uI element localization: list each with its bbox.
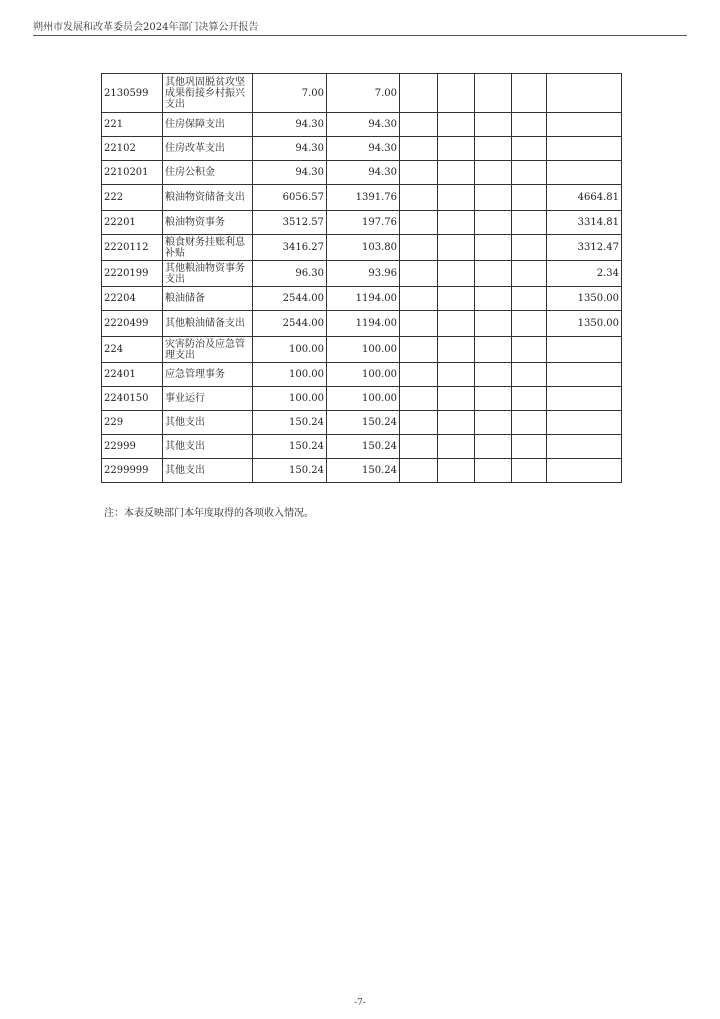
cell-col-5 bbox=[475, 113, 512, 137]
cell-total: 2544.00 bbox=[253, 311, 327, 337]
cell-total: 150.24 bbox=[253, 411, 327, 435]
cell-other: 1350.00 bbox=[547, 311, 622, 337]
cell-col-4 bbox=[438, 235, 475, 261]
cell-basic-expenditure: 100.00 bbox=[327, 387, 400, 411]
table-row bbox=[102, 161, 622, 185]
cell-col-6 bbox=[512, 435, 547, 459]
cell-col-3 bbox=[400, 235, 438, 261]
table-row bbox=[102, 235, 622, 261]
cell-code: 224 bbox=[102, 337, 163, 363]
cell-name: 粮油物资储备支出 bbox=[163, 185, 253, 211]
cell-col-6 bbox=[512, 411, 547, 435]
table-row bbox=[102, 261, 622, 287]
cell-col-4 bbox=[438, 387, 475, 411]
cell-col-4 bbox=[438, 411, 475, 435]
cell-col-6 bbox=[512, 161, 547, 185]
cell-basic-expenditure: 1391.76 bbox=[327, 185, 400, 211]
cell-basic-expenditure: 94.30 bbox=[327, 113, 400, 137]
cell-col-3 bbox=[400, 387, 438, 411]
table-row bbox=[102, 411, 622, 435]
table-row bbox=[102, 185, 622, 211]
cell-total: 94.30 bbox=[253, 137, 327, 161]
cell-col-3 bbox=[400, 337, 438, 363]
cell-name: 住房改革支出 bbox=[163, 137, 253, 161]
cell-basic-expenditure: 150.24 bbox=[327, 435, 400, 459]
cell-col-4 bbox=[438, 261, 475, 287]
cell-other bbox=[547, 435, 622, 459]
cell-basic-expenditure: 1194.00 bbox=[327, 311, 400, 337]
cell-name: 其他粮油物资事务支出 bbox=[163, 261, 253, 287]
cell-basic-expenditure: 94.30 bbox=[327, 137, 400, 161]
table-row bbox=[102, 459, 622, 483]
cell-col-6 bbox=[512, 235, 547, 261]
cell-col-3 bbox=[400, 261, 438, 287]
cell-total: 2544.00 bbox=[253, 287, 327, 311]
cell-code: 22102 bbox=[102, 137, 163, 161]
cell-other: 3314.81 bbox=[547, 211, 622, 235]
cell-other bbox=[547, 161, 622, 185]
cell-col-5 bbox=[475, 185, 512, 211]
table-body bbox=[102, 74, 622, 483]
cell-col-4 bbox=[438, 287, 475, 311]
cell-basic-expenditure: 7.00 bbox=[327, 74, 400, 113]
table-row bbox=[102, 435, 622, 459]
cell-col-3 bbox=[400, 363, 438, 387]
cell-col-3 bbox=[400, 211, 438, 235]
cell-col-5 bbox=[475, 459, 512, 483]
cell-col-6 bbox=[512, 74, 547, 113]
cell-name: 事业运行 bbox=[163, 387, 253, 411]
cell-col-5 bbox=[475, 287, 512, 311]
cell-total: 96.30 bbox=[253, 261, 327, 287]
cell-col-3 bbox=[400, 411, 438, 435]
cell-other: 3312.47 bbox=[547, 235, 622, 261]
table-row bbox=[102, 74, 622, 113]
cell-total: 3512.57 bbox=[253, 211, 327, 235]
cell-col-3 bbox=[400, 113, 438, 137]
cell-other bbox=[547, 459, 622, 483]
cell-code: 22401 bbox=[102, 363, 163, 387]
cell-name: 住房公积金 bbox=[163, 161, 253, 185]
cell-name: 其他支出 bbox=[163, 459, 253, 483]
cell-other: 1350.00 bbox=[547, 287, 622, 311]
cell-name: 粮油储备 bbox=[163, 287, 253, 311]
cell-col-5 bbox=[475, 363, 512, 387]
cell-code: 2220499 bbox=[102, 311, 163, 337]
cell-code: 2220199 bbox=[102, 261, 163, 287]
cell-col-5 bbox=[475, 337, 512, 363]
cell-name: 住房保障支出 bbox=[163, 113, 253, 137]
cell-col-4 bbox=[438, 363, 475, 387]
cell-total: 3416.27 bbox=[253, 235, 327, 261]
cell-code: 2299999 bbox=[102, 459, 163, 483]
cell-basic-expenditure: 93.96 bbox=[327, 261, 400, 287]
cell-total: 100.00 bbox=[253, 363, 327, 387]
cell-col-3 bbox=[400, 137, 438, 161]
cell-col-5 bbox=[475, 387, 512, 411]
cell-col-5 bbox=[475, 235, 512, 261]
cell-code: 2130599 bbox=[102, 74, 163, 113]
cell-col-6 bbox=[512, 363, 547, 387]
cell-col-6 bbox=[512, 387, 547, 411]
cell-col-4 bbox=[438, 137, 475, 161]
cell-basic-expenditure: 103.80 bbox=[327, 235, 400, 261]
table-row bbox=[102, 311, 622, 337]
cell-col-6 bbox=[512, 261, 547, 287]
cell-name: 其他巩固脱贫攻坚成果衔接乡村振兴支出 bbox=[163, 74, 253, 113]
cell-col-4 bbox=[438, 435, 475, 459]
cell-col-4 bbox=[438, 337, 475, 363]
cell-col-4 bbox=[438, 211, 475, 235]
cell-col-5 bbox=[475, 411, 512, 435]
cell-other bbox=[547, 113, 622, 137]
cell-other: 4664.81 bbox=[547, 185, 622, 211]
cell-col-4 bbox=[438, 185, 475, 211]
cell-col-5 bbox=[475, 261, 512, 287]
cell-basic-expenditure: 150.24 bbox=[327, 411, 400, 435]
cell-col-3 bbox=[400, 185, 438, 211]
cell-col-5 bbox=[475, 74, 512, 113]
cell-name: 灾害防治及应急管理支出 bbox=[163, 337, 253, 363]
cell-col-6 bbox=[512, 287, 547, 311]
cell-col-6 bbox=[512, 211, 547, 235]
cell-name: 其他支出 bbox=[163, 411, 253, 435]
cell-col-3 bbox=[400, 74, 438, 113]
cell-total: 100.00 bbox=[253, 337, 327, 363]
cell-col-3 bbox=[400, 287, 438, 311]
cell-col-5 bbox=[475, 435, 512, 459]
cell-col-4 bbox=[438, 459, 475, 483]
cell-total: 6056.57 bbox=[253, 185, 327, 211]
table-row bbox=[102, 363, 622, 387]
cell-other bbox=[547, 387, 622, 411]
cell-total: 7.00 bbox=[253, 74, 327, 113]
cell-col-5 bbox=[475, 311, 512, 337]
cell-code: 222 bbox=[102, 185, 163, 211]
cell-col-6 bbox=[512, 185, 547, 211]
cell-other bbox=[547, 363, 622, 387]
table-row bbox=[102, 113, 622, 137]
cell-col-3 bbox=[400, 435, 438, 459]
cell-basic-expenditure: 1194.00 bbox=[327, 287, 400, 311]
cell-code: 22204 bbox=[102, 287, 163, 311]
cell-name: 粮食财务挂账利息补贴 bbox=[163, 235, 253, 261]
table-row bbox=[102, 137, 622, 161]
table-row bbox=[102, 387, 622, 411]
cell-basic-expenditure: 94.30 bbox=[327, 161, 400, 185]
cell-col-4 bbox=[438, 311, 475, 337]
cell-code: 221 bbox=[102, 113, 163, 137]
cell-col-6 bbox=[512, 137, 547, 161]
cell-col-4 bbox=[438, 74, 475, 113]
cell-name: 应急管理事务 bbox=[163, 363, 253, 387]
cell-col-6 bbox=[512, 311, 547, 337]
table-note: 注：本表反映部门本年度取得的各项收入情况。 bbox=[104, 508, 314, 519]
cell-other bbox=[547, 337, 622, 363]
cell-total: 94.30 bbox=[253, 161, 327, 185]
cell-basic-expenditure: 100.00 bbox=[327, 363, 400, 387]
cell-total: 100.00 bbox=[253, 387, 327, 411]
cell-basic-expenditure: 150.24 bbox=[327, 459, 400, 483]
table-row bbox=[102, 211, 622, 235]
cell-col-4 bbox=[438, 161, 475, 185]
table-row bbox=[102, 337, 622, 363]
cell-col-3 bbox=[400, 459, 438, 483]
cell-col-6 bbox=[512, 113, 547, 137]
cell-code: 22201 bbox=[102, 211, 163, 235]
cell-col-3 bbox=[400, 311, 438, 337]
header-divider bbox=[33, 35, 687, 36]
cell-col-5 bbox=[475, 211, 512, 235]
cell-code: 2220112 bbox=[102, 235, 163, 261]
cell-total: 94.30 bbox=[253, 113, 327, 137]
cell-col-4 bbox=[438, 113, 475, 137]
cell-basic-expenditure: 100.00 bbox=[327, 337, 400, 363]
table-row bbox=[102, 287, 622, 311]
cell-col-6 bbox=[512, 459, 547, 483]
cell-other: 2.34 bbox=[547, 261, 622, 287]
report-header-title: 朔州市发展和改革委员会2024年部门决算公开报告 bbox=[33, 22, 259, 33]
cell-other bbox=[547, 74, 622, 113]
cell-total: 150.24 bbox=[253, 459, 327, 483]
cell-code: 2240150 bbox=[102, 387, 163, 411]
cell-other bbox=[547, 137, 622, 161]
cell-total: 150.24 bbox=[253, 435, 327, 459]
cell-name: 其他支出 bbox=[163, 435, 253, 459]
cell-name: 其他粮油储备支出 bbox=[163, 311, 253, 337]
cell-col-5 bbox=[475, 137, 512, 161]
page-number: -7- bbox=[354, 998, 366, 1008]
cell-other bbox=[547, 411, 622, 435]
cell-col-3 bbox=[400, 161, 438, 185]
cell-code: 2210201 bbox=[102, 161, 163, 185]
cell-col-6 bbox=[512, 337, 547, 363]
cell-col-5 bbox=[475, 161, 512, 185]
income-table bbox=[101, 73, 622, 483]
cell-name: 粮油物资事务 bbox=[163, 211, 253, 235]
cell-code: 229 bbox=[102, 411, 163, 435]
cell-code: 22999 bbox=[102, 435, 163, 459]
cell-basic-expenditure: 197.76 bbox=[327, 211, 400, 235]
